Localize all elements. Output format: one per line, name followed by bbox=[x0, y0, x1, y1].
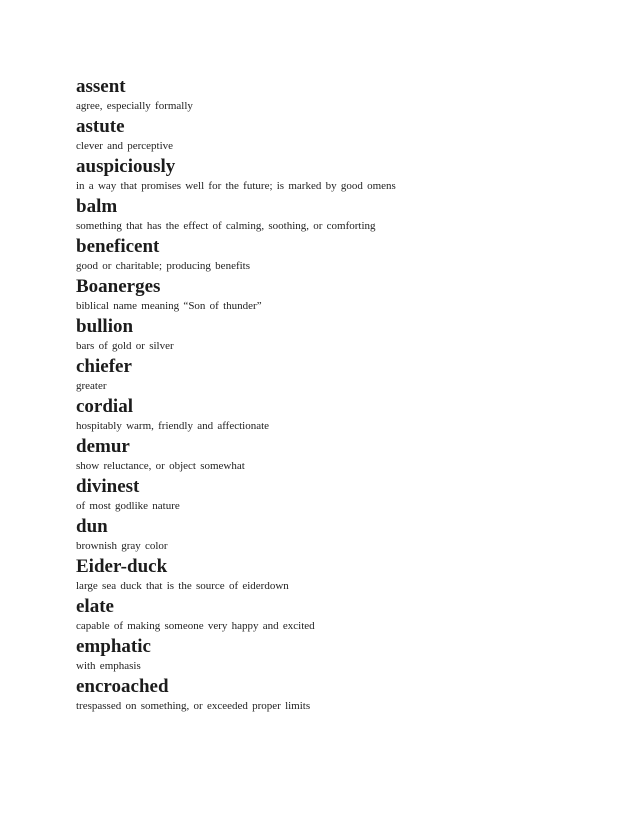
entry-term: assent bbox=[76, 76, 126, 97]
entry-term: cordial bbox=[76, 396, 133, 417]
entry-term: demur bbox=[76, 436, 130, 457]
entry-term: chiefer bbox=[76, 356, 132, 377]
glossary-entry bbox=[76, 156, 596, 196]
glossary-entry bbox=[76, 76, 596, 116]
entry-term: dun bbox=[76, 516, 108, 537]
entry-term: Boanerges bbox=[76, 276, 161, 297]
glossary-entry bbox=[76, 636, 596, 676]
glossary-entry bbox=[76, 356, 596, 396]
glossary-entry bbox=[76, 276, 596, 316]
entry-definition: of most godlike nature bbox=[76, 500, 180, 512]
glossary-entry bbox=[76, 436, 596, 476]
entry-definition: biblical name meaning “Son of thunder” bbox=[76, 300, 262, 312]
entry-term: elate bbox=[76, 596, 114, 617]
glossary-entry bbox=[76, 476, 596, 516]
entry-term: encroached bbox=[76, 676, 169, 697]
entry-term: beneficent bbox=[76, 236, 160, 257]
entry-definition: in a way that promises well for the future; is marked by good omens bbox=[76, 180, 396, 192]
glossary-entry bbox=[76, 236, 596, 276]
entry-definition: greater bbox=[76, 380, 107, 392]
entry-definition: agree, especially formally bbox=[76, 100, 193, 112]
entry-definition: hospitably warm, friendly and affectionate bbox=[76, 420, 270, 432]
glossary-entry bbox=[76, 316, 596, 356]
entry-definition: something that has the effect of calming, soothing, or comforting bbox=[76, 220, 376, 232]
glossary-entry bbox=[76, 556, 596, 596]
entry-definition: show reluctance, or object somewhat bbox=[76, 460, 245, 472]
entry-term: Eider-duck bbox=[76, 556, 168, 577]
entry-term: bullion bbox=[76, 316, 134, 337]
glossary-entry bbox=[76, 116, 596, 156]
entry-term: astute bbox=[76, 116, 125, 137]
glossary-entry bbox=[76, 396, 596, 436]
entry-definition: trespassed on something, or exceeded proper limits bbox=[76, 700, 311, 712]
entry-definition: large sea duck that is the source of eiderdown bbox=[76, 580, 289, 592]
entry-term: divinest bbox=[76, 476, 140, 497]
entry-definition: capable of making someone very happy and excited bbox=[76, 620, 315, 632]
glossary-entry bbox=[76, 596, 596, 636]
entry-term: auspiciously bbox=[76, 156, 176, 177]
entry-definition: brownish gray color bbox=[76, 540, 168, 552]
glossary-entry bbox=[76, 676, 596, 716]
entry-definition: with emphasis bbox=[76, 660, 141, 672]
glossary-entry bbox=[76, 516, 596, 556]
entry-definition: clever and perceptive bbox=[76, 140, 174, 152]
entry-definition: bars of gold or silver bbox=[76, 340, 174, 352]
entry-term: balm bbox=[76, 196, 118, 217]
glossary-entry bbox=[76, 196, 596, 236]
entry-definition: good or charitable; producing benefits bbox=[76, 260, 251, 272]
glossary-page bbox=[76, 76, 596, 716]
entry-term: emphatic bbox=[76, 636, 151, 657]
